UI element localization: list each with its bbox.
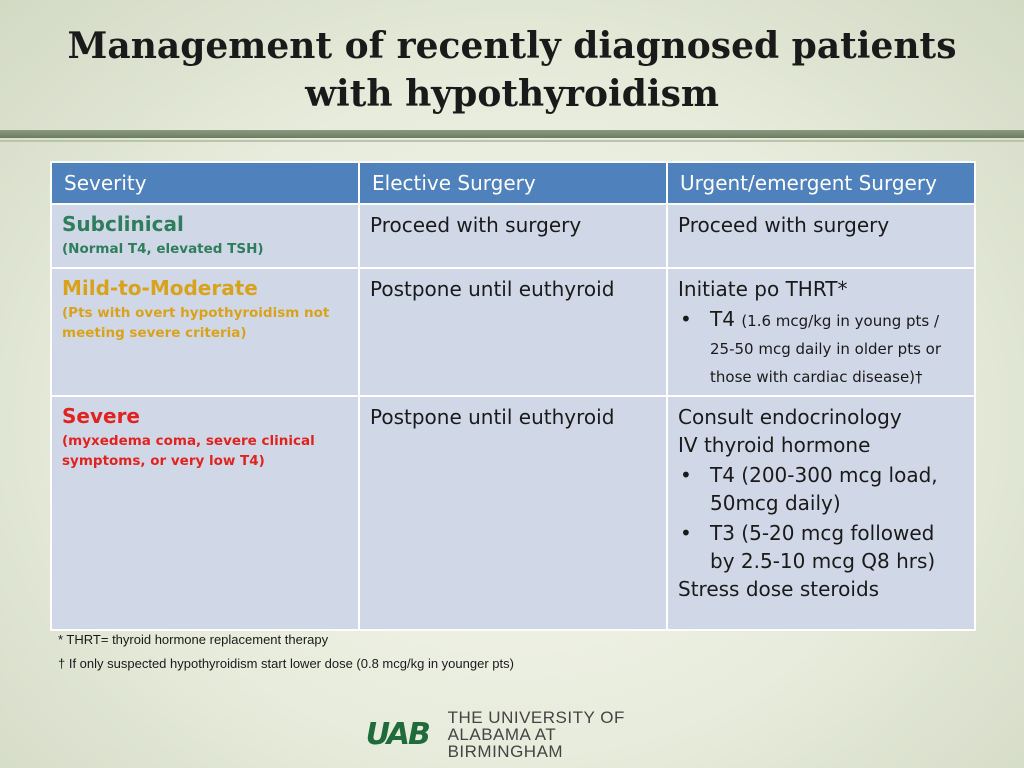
title-line-1: Management of recently diagnosed patients	[67, 25, 957, 67]
severity-name: Mild-to-Moderate	[62, 276, 258, 300]
elective-cell	[359, 268, 667, 396]
footnote-thrt: * THRT= thyroid hormone replacement therapy	[58, 632, 329, 647]
uab-logo	[353, 707, 673, 761]
severity-cell	[51, 204, 359, 268]
urgent-line-1: Consult endocrinology	[678, 405, 902, 429]
severity-description: (myxedema coma, severe clinical symptoms, or very low T4)	[62, 433, 315, 469]
severity-cell	[51, 396, 359, 630]
bullet-icon: •	[680, 463, 692, 487]
severity-cell	[51, 268, 359, 396]
table-header-row	[51, 162, 975, 204]
management-table	[50, 161, 976, 631]
list-item	[678, 461, 964, 517]
table-row-mild-moderate	[51, 268, 975, 396]
footnote-dagger: † If only suspected hypothyroidism start lower dose (0.8 mcg/kg in younger pts)	[58, 656, 514, 671]
bullet-icon: •	[680, 307, 692, 331]
urgent-cell	[667, 268, 975, 396]
severity-name: Subclinical	[62, 212, 184, 236]
bullet-detail: (1.6 mcg/kg in young pts / 25-50 mcg daily in older pts or those with cardiac disease)†	[710, 312, 941, 386]
elective-text: Postpone until euthyroid	[370, 405, 615, 429]
header-urgent-surgery: Urgent/emergent Surgery	[667, 162, 975, 204]
list-item	[678, 519, 964, 575]
title-divider-accent	[0, 140, 1024, 142]
header-elective-surgery: Elective Surgery	[359, 162, 667, 204]
slide-title	[0, 22, 1024, 118]
elective-text: Postpone until euthyroid	[370, 277, 615, 301]
list-item	[678, 305, 964, 389]
header-severity: Severity	[51, 162, 359, 204]
severity-name: Severe	[62, 404, 140, 428]
urgent-line-2: IV thyroid hormone	[678, 433, 871, 457]
severity-description: (Pts with overt hypothyroidism not meeting severe criteria)	[62, 305, 330, 341]
bullet-label: T4	[710, 307, 735, 331]
urgent-intro: Initiate po THRT*	[678, 277, 848, 301]
urgent-line-3: Stress dose steroids	[678, 577, 880, 601]
urgent-cell	[667, 396, 975, 630]
elective-cell	[359, 204, 667, 268]
severity-description: (Normal T4, elevated TSH)	[62, 241, 264, 257]
title-divider	[0, 130, 1024, 138]
uab-logo-mark: UAB	[365, 716, 429, 752]
urgent-cell	[667, 204, 975, 268]
urgent-text: Proceed with surgery	[678, 213, 890, 237]
elective-text: Proceed with surgery	[370, 213, 582, 237]
logo-line-2: ALABAMA AT BIRMINGHAM	[447, 724, 564, 761]
title-line-2: with hypothyroidism	[305, 73, 719, 115]
uab-logo-text	[448, 709, 673, 760]
table-row-severe	[51, 396, 975, 630]
logo-line-1: THE UNIVERSITY OF	[447, 707, 625, 727]
table-row-subclinical	[51, 204, 975, 268]
bullet-text: T4 (200-300 mcg load, 50mcg daily)	[710, 463, 938, 515]
bullet-text: T3 (5-20 mcg followed by 2.5-10 mcg Q8 hrs)	[710, 521, 936, 573]
bullet-icon: •	[680, 521, 692, 545]
elective-cell	[359, 396, 667, 630]
